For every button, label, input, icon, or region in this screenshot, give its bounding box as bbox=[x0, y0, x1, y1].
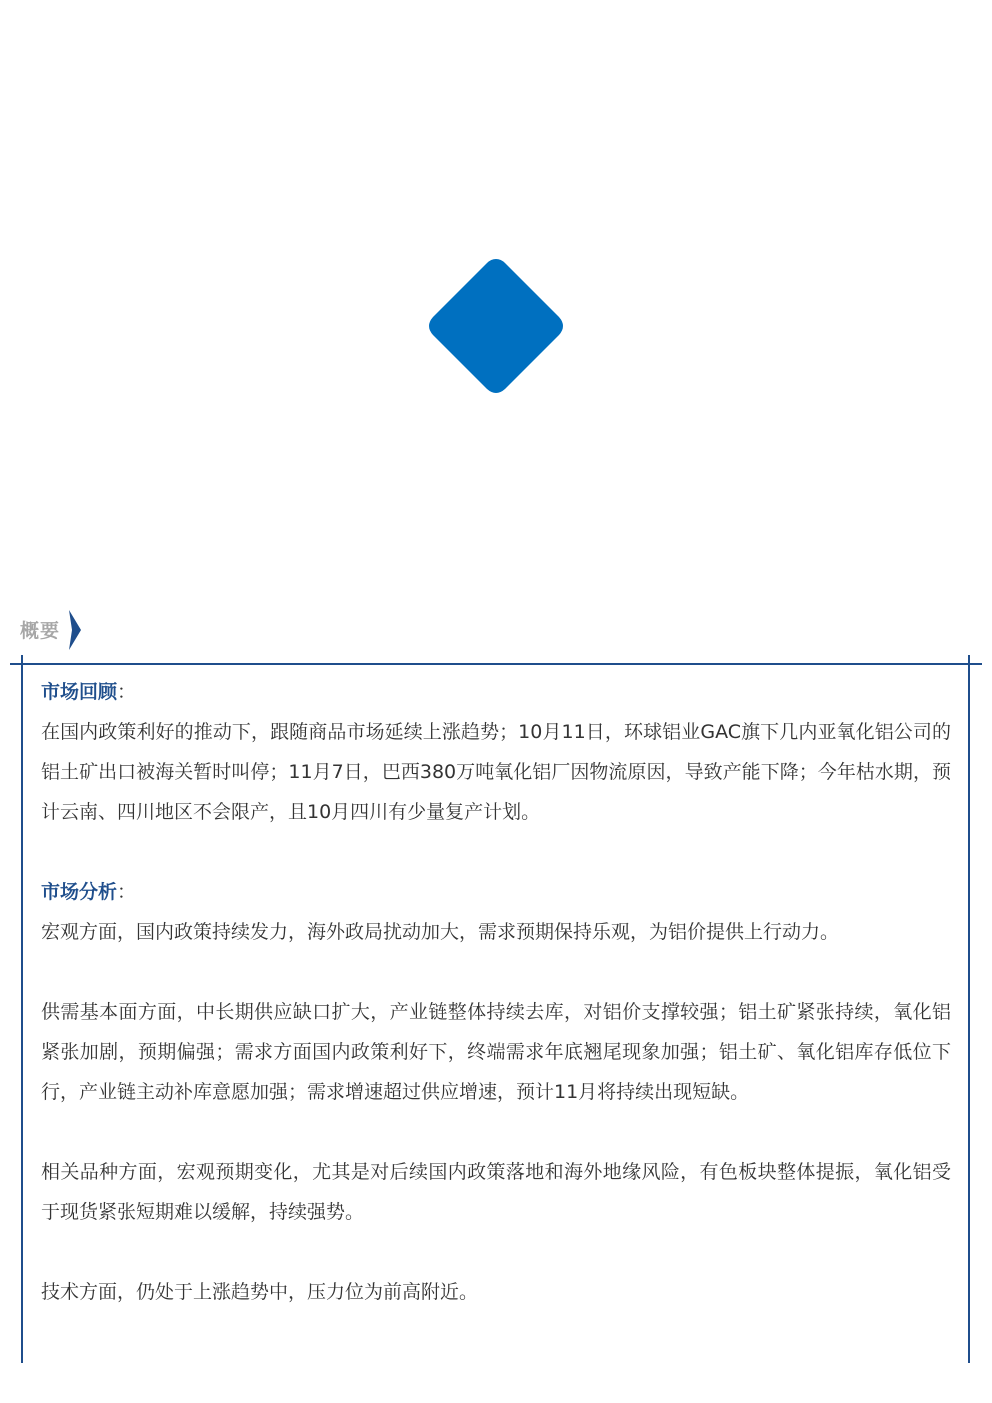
summary-label: 概要 bbox=[20, 620, 61, 642]
spacer bbox=[41, 1112, 951, 1152]
spacer bbox=[41, 832, 951, 872]
summary-content bbox=[41, 672, 951, 1312]
related-paragraph: 相关品种方面，宏观预期变化，尤其是对后续国内政策落地和海外地缘风险，有色板块整体提振，氧化铝受于现货紧张短期难以缓解，持续强势。 bbox=[41, 1161, 951, 1223]
spacer bbox=[41, 952, 951, 992]
macro-paragraph: 宏观方面，国内政策持续发力，海外政局扰动加大，需求预期保持乐观，为铝价提供上行动力。 bbox=[41, 921, 840, 943]
market-review-paragraph: 在国内政策利好的推动下，跟随商品市场延续上涨趋势；10月11日，环球铝业GAC旗下几内亚氧化铝公司的铝土矿出口被海关暂时叫停；11月7日，巴西380万吨氧化铝厂因物流原因，导致产能下降；今年枯水期，预计云南、四川地区不会限产，且10月四川有少量复产计划。 bbox=[41, 721, 951, 823]
market-analysis-heading: 市场分析： bbox=[41, 881, 137, 903]
fundamentals-paragraph: 供需基本面方面，中长期供应缺口扩大，产业链整体持续去库，对铝价支撑较强；铝土矿紧张持续，氧化铝紧张加剧，预期偏强；需求方面国内政策利好下，终端需求年底翘尾现象加强；铝土矿、氧化铝库存低位下行，产业链主动补库意愿加强；需求增速超过供应增速，预计11月将持续出现短缺。 bbox=[41, 1001, 951, 1103]
technical-paragraph: 技术方面，仍处于上涨趋势中，压力位为前高附近。 bbox=[41, 1281, 479, 1303]
spacer bbox=[41, 1232, 951, 1272]
market-review-heading: 市场回顾： bbox=[41, 681, 137, 703]
frame-left-border bbox=[21, 655, 23, 1363]
chevron-right-icon bbox=[69, 610, 81, 650]
frame-top-border bbox=[10, 663, 982, 665]
frame-right-border bbox=[968, 655, 970, 1363]
blue-diamond-icon bbox=[425, 255, 567, 397]
